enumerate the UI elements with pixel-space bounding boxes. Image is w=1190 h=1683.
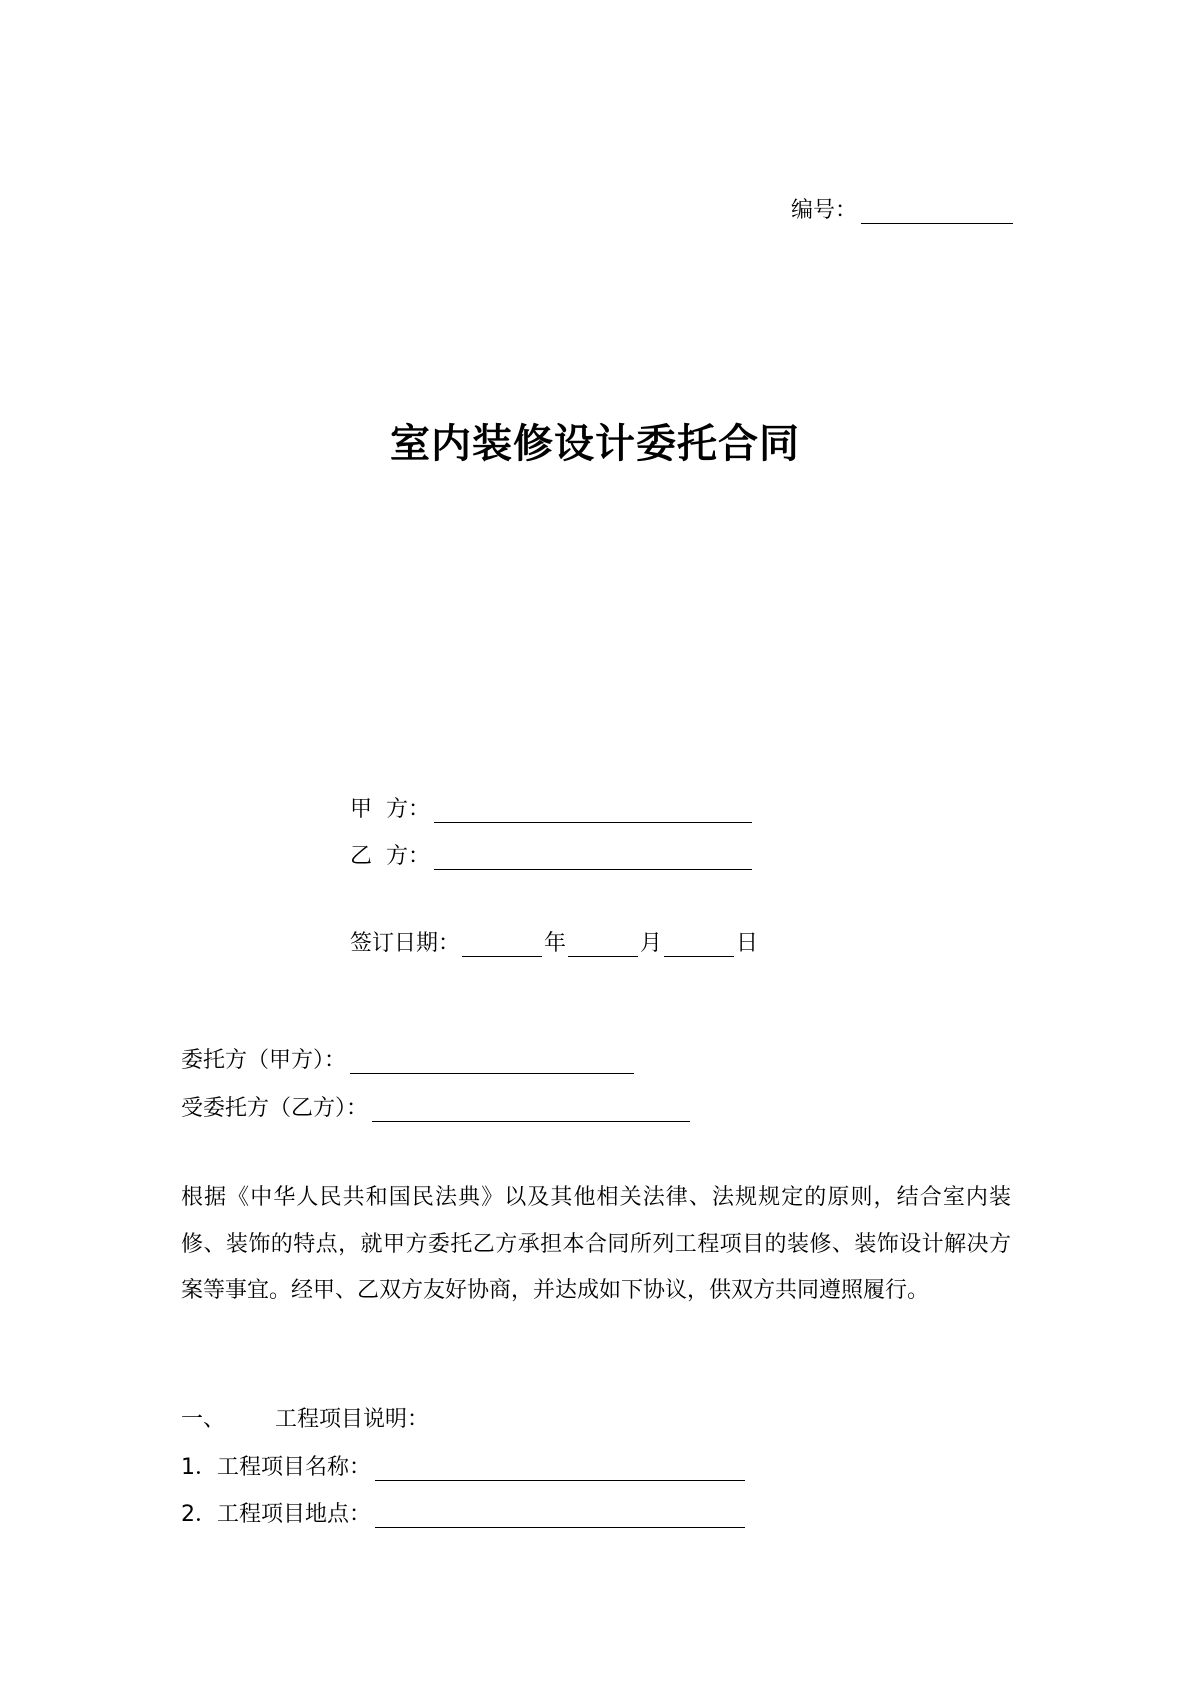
- client-label: 委托方（甲方）：: [181, 1048, 347, 1073]
- cover-party-b-label: 乙 方：: [350, 844, 430, 869]
- month-label: 月: [640, 931, 663, 956]
- section-1-title: 工程项目说明：: [275, 1407, 430, 1432]
- cover-party-a-field: [350, 792, 752, 823]
- signing-day-blank[interactable]: [664, 934, 734, 957]
- item-1-number: 1．: [181, 1455, 217, 1480]
- project-location-label: 工程项目地点：: [217, 1502, 372, 1527]
- year-label: 年: [544, 931, 567, 956]
- contract-number-blank[interactable]: [861, 201, 1013, 224]
- contractor-label: 受委托方（乙方）：: [181, 1096, 369, 1121]
- project-name-field: [181, 1450, 745, 1481]
- project-name-label: 工程项目名称：: [217, 1455, 372, 1480]
- project-location-blank[interactable]: [375, 1505, 745, 1528]
- cover-party-a-label: 甲 方：: [350, 797, 430, 822]
- preamble-paragraph: 根据《中华人民共和国民法典》以及其他相关法律、法规规定的原则，结合室内装修、装饰的特点，就甲方委托乙方承担本合同所列工程项目的装修、装饰设计解决方案等事宜。经甲、乙双方友好协商，并达成如下协议，供双方共同遵照履行。: [181, 1185, 1011, 1303]
- section-1-heading: [181, 1402, 429, 1433]
- cover-party-a-blank[interactable]: [434, 800, 752, 823]
- signing-year-blank[interactable]: [462, 934, 542, 957]
- day-label: 日: [736, 931, 759, 956]
- contractor-blank[interactable]: [372, 1099, 690, 1122]
- client-field: [181, 1043, 634, 1074]
- document-title: 室内装修设计委托合同: [390, 421, 800, 467]
- signing-date-field: [350, 926, 758, 957]
- cover-party-b-blank[interactable]: [434, 847, 752, 870]
- contract-number-field: [791, 193, 1013, 224]
- signing-date-label: 签订日期：: [350, 931, 461, 956]
- client-blank[interactable]: [350, 1051, 634, 1074]
- contractor-field: [181, 1091, 690, 1122]
- item-2-number: 2．: [181, 1502, 217, 1527]
- project-name-blank[interactable]: [375, 1458, 745, 1481]
- signing-month-blank[interactable]: [568, 934, 638, 957]
- project-location-field: [181, 1497, 745, 1528]
- section-1-number: 一、: [181, 1407, 226, 1432]
- cover-party-b-field: [350, 839, 752, 870]
- contract-number-label: 编号：: [791, 198, 858, 223]
